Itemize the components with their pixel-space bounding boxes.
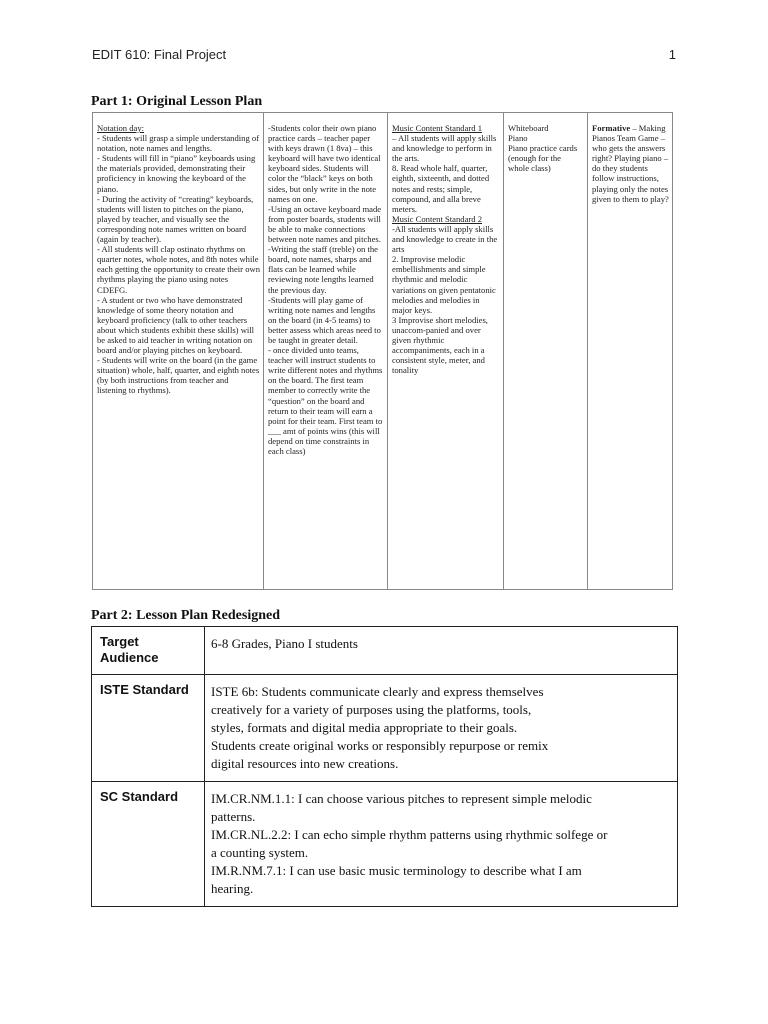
paragraph: -Writing the staff (treble) on the board, note names, sharps and flats can be learned while reviewing note lengths learned the previous day. <box>268 244 378 295</box>
activities-cell <box>264 113 388 590</box>
row-value <box>205 782 678 907</box>
paragraph: - Students will grasp a simple understanding of notation, note names and lengths. <box>97 133 260 154</box>
row-value-line: ISTE 6b: Students communicate clearly and express themselves <box>211 684 544 699</box>
standards-cell <box>388 113 504 590</box>
paragraph: Piano practice cards (enough for the whole class) <box>508 143 578 174</box>
table-row <box>92 675 678 782</box>
row-value-line: 6-8 Grades, Piano I students <box>211 636 358 651</box>
assessment-cell <box>588 113 673 590</box>
paragraph: 3 Improvise short melodies, unaccom-panied and over given rhythmic accompaniments, each in a consistent style, meter, and tonality <box>392 314 488 376</box>
row-value-line: patterns. <box>211 809 256 824</box>
paragraph: 8. Read whole half, quarter, eighth, sixteenth, and dotted notes and rests; simple, compound, and alla breve meters. <box>392 163 490 214</box>
row-label: Target Audience <box>92 627 205 675</box>
paragraph: - During the activity of “creating” keyboards, students will listen to pitches on the piano, played by teacher, and visually see the corresponding note names written on board (again by teacher). <box>97 193 254 245</box>
row-value-line: styles, formats and digital media appropriate to their goals. <box>211 720 518 735</box>
paragraph: Formative <box>592 123 631 133</box>
part1-title: Part 1: Original Lesson Plan <box>91 94 263 109</box>
header-title: EDIT 610: Final Project <box>92 47 227 62</box>
paragraph: – All students will apply skills and knowledge to perform in the arts. <box>392 133 497 164</box>
paragraph: - Students will fill in “piano” keyboards using the materials provided, demonstrating their proficiency in knowing the keyboard of the piano. <box>97 153 256 194</box>
paragraph: - once divided unto teams, teacher will instruct students to write different notes and rhythms on the board. The first team member to correctly write the “question” on the board and return to their team will earn a point for their team. First team to ___ amt of points wins (this will depend on time constraints in each class) <box>268 345 383 456</box>
paragraph: -Students will play game of writing note names and lengths on the board (in 4-5 teams) to better assess which areas need to be taught in greater detail. <box>268 294 381 345</box>
materials-cell <box>504 113 588 590</box>
row-value-line: digital resources into new creations. <box>211 756 399 771</box>
original-lesson-plan-table <box>92 112 673 590</box>
part2-title: Part 2: Lesson Plan Redesigned <box>91 608 280 623</box>
paragraph: Music Content Standard 1 <box>392 123 482 133</box>
redesigned-lesson-plan-table <box>91 626 678 907</box>
table-row <box>93 113 673 590</box>
row-value-line: IM.R.NM.7.1: I can use basic music terminology to describe what I am <box>211 863 582 878</box>
row-value-line: a counting system. <box>211 845 309 860</box>
row-value-line: hearing. <box>211 881 254 896</box>
paragraph: - Students will write on the board (in the game situation) whole, half, quarter, and eighth notes (by both instructions from teacher and listening to rhythms). <box>97 355 260 396</box>
row-label: SC Standard <box>92 782 205 907</box>
paragraph: – Making Pianos Team Game – who gets the answers right? Playing piano – do they students follow instructions, playing only the notes given to them to play? <box>592 123 669 204</box>
row-label: ISTE Standard <box>92 675 205 782</box>
row-value <box>205 627 678 675</box>
table-row <box>92 627 678 675</box>
row-value-line: creatively for a variety of purposes using the platforms, tools, <box>211 702 532 717</box>
paragraph: Notation day: <box>97 123 145 133</box>
paragraph: Music Content Standard 2 <box>392 213 482 224</box>
row-value-line: IM.CR.NL.2.2: I can echo simple rhythm patterns using rhythmic solfege or <box>211 827 608 842</box>
paragraph: -Students color their own piano practice cards – teacher paper with keys drawn (1 8va) – this keyboard will have two identical keyboard sides. Students will color the “black” keys on both sides, but only write in the note names on one. <box>268 123 381 204</box>
objectives-cell <box>93 113 264 590</box>
paragraph: 2. Improvise melodic embellishments and simple rhythmic and melodic variations on given pentatonic melodies and melodies in major keys. <box>392 254 496 315</box>
paragraph: Whiteboard <box>508 123 549 133</box>
paragraph: - A student or two who have demonstrated knowledge of some theory notation and keyboard proficiency (talk to other teachers about which students exhibit these skills) will be asked to aid teacher in writing notation on board and/or playing pitches on keyboard. <box>97 294 255 356</box>
row-value-line: IM.CR.NM.1.1: I can choose various pitches to represent simple melodic <box>211 791 592 806</box>
paragraph: - All students will clap ostinato rhythms on quarter notes, whole notes, and 8th notes while each getting the opportunity to create their own rhythms playing the piano using notes CDEFG. <box>97 244 260 295</box>
table-row <box>92 782 678 907</box>
row-value-line: Students create original works or responsibly repurpose or remix <box>211 738 549 753</box>
row-value <box>205 675 678 782</box>
paragraph: -Using an octave keyboard made from poster boards, students will be able to make connections between note names and pitches. <box>268 203 382 245</box>
paragraph: -All students will apply skills and knowledge to create in the arts <box>392 223 498 255</box>
paragraph: Piano <box>508 133 528 144</box>
page-number: 1 <box>668 47 676 62</box>
